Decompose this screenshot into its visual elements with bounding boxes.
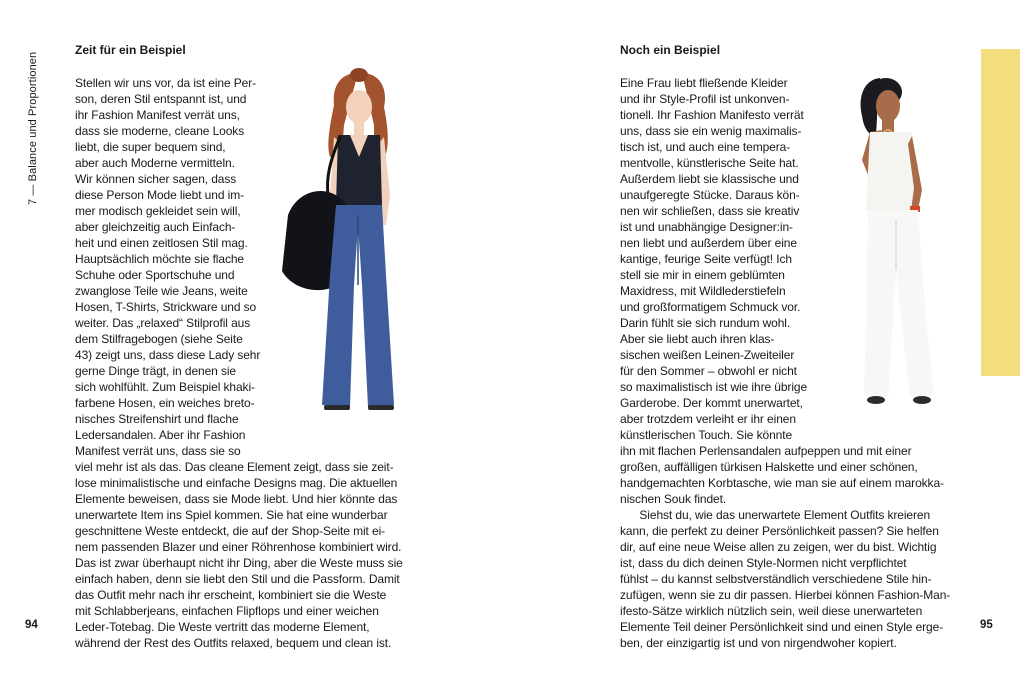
text-line: Aber sie liebt auch ihren klas- [620,332,775,346]
illustration-linen-outfit [830,70,960,420]
text-line: ist und unabhängige Designer:in- [620,220,793,234]
text-line: gerne Dinge trägt, in denen sie [75,364,237,378]
text-line: uns, dass sie ein wenig maximalis- [620,124,802,138]
text-line: dem Stilfragebogen (siehe Seite [75,332,243,346]
text-line: diese Person Mode liebt und im- [75,188,244,202]
text-line: nen liebt und außerdem über eine [620,236,797,250]
text-line: Garderobe. Der kommt unerwartet, [620,396,803,410]
text-line: Maxidress, mit Wildlederstiefeln [620,284,786,298]
text-line: und ihr Style-Profil ist unkonven- [620,92,790,106]
text-line: ist, dass du dich deinen Style-Normen nicht verpflichtet [620,556,907,570]
text-line: fühlst – du kannst selbstverständlich verschiedene Stile hin- [620,572,932,586]
text-line: künstlerischen Touch. Sie könnte [620,428,793,442]
text-line: viel mehr ist als das. Das cleane Element zeigt, dass sie zeit- [75,460,394,474]
text-line: Hauptsächlich möchte sie flache [75,252,244,266]
text-line: zufügen, wenn sie zu dir passen. Hierbei können Fashion-Man- [620,588,951,602]
text-line: ifesto-Sätze wirklich nützlich sein, weil diese unerwarteten [620,604,923,618]
text-line: einfach haben, denn sie liebt den Stil und die Passform. Damit [75,572,400,586]
text-line: das Outfit mehr nach ihr erscheint, kombiniert sie die Weste [75,588,387,602]
text-line: Schuhe oder Sportschuhe und [75,268,235,282]
text-line: Elemente Teil deiner Persönlichkeit sind und einen Style erge- [620,620,944,634]
page-number: 94 [25,619,38,631]
text-line: dass sie moderne, cleane Looks [75,124,245,138]
text-line: liebt, die super bequem sind, [75,140,226,154]
text-line: 43) zeigt uns, dass diese Lady sehr [75,348,261,362]
section-heading: Noch ein Beispiel [620,43,721,57]
text-line: Das ist zwar überhaupt nicht ihr Ding, aber die Weste muss sie [75,556,403,570]
text-line: son, deren Stil entspannt ist, und [75,92,247,106]
text-line: Darin fühlt sie sich rundum wohl. [620,316,791,330]
text-line: lose minimalistische und einfache Designs mag. Die aktuellen [75,476,398,490]
text-line: aber trotzdem verleiht er ihr einen [620,412,796,426]
illustration-relaxed-outfit [270,65,440,420]
text-line: Wir können sicher sagen, dass [75,172,237,186]
text-line: Eine Frau liebt fließende Kleider [620,76,788,90]
text-line: ihn mit flachen Perlensandalen aufpeppen und mit einer [620,444,912,458]
text-line: Elemente beweisen, dass sie Mode liebt. Und hier könnte das [75,492,398,506]
running-head: 7 — Balance und Proportionen [27,51,39,205]
text-line: Leder-Totebag. Die Weste vertritt das moderne Element, [75,620,370,634]
text-line: stell sie mir in einem geblümten [620,268,785,282]
text-line: tisch ist, und auch eine tempera- [620,140,791,154]
text-line: kantige, feurige Seite verfügt! Ich [620,252,792,266]
text-line: sich wohlfühlt. Zum Beispiel khaki- [75,380,255,394]
text-line: nem passenden Blazer und einer Röhrenhose kombiniert wird. [75,540,402,554]
text-line: ben, der einzigartig ist und von nirgendwoher kopiert. [620,636,897,650]
text-line: dir, auf eine neue Weise allen zu zeigen, wer du bist. Wichtig [620,540,937,554]
text-line: mer modisch gekleidet sein will, [75,204,241,218]
text-line: mentvolle, künstlerische Seite hat. [620,156,799,170]
text-line: Hosen, T-Shirts, Strickware und so [75,300,257,314]
text-line: unaufgeregte Stücke. Daraus kön- [620,188,800,202]
text-line: ihr Fashion Manifest verrät uns, [75,108,240,122]
text-line: für den Sommer – obwohl er nicht [620,364,797,378]
text-line: großen, auffälligen türkisen Halskette und einer schönen, [620,460,918,474]
text-line: farbene Hosen, ein weiches breto- [75,396,255,410]
text-line: Ledersandalen. Aber ihr Fashion [75,428,246,442]
text-line: nischen Souk findet. [620,492,727,506]
text-line: mit Schlabberjeans, einfachen Flipflops und einer weichen [75,604,379,618]
woman-with-tote-illustration [270,65,440,420]
text-line: tionell. Ihr Fashion Manifesto verrät [620,108,804,122]
text-line: kann, die perfekt zu deiner Persönlichkeit passen? Sie helfen [620,524,939,538]
section-heading: Zeit für ein Beispiel [75,43,186,57]
accent-color-block [981,49,1020,376]
text-line: Siehst du, wie das unerwartete Element Outfits kreieren [620,508,931,522]
text-line: Stellen wir uns vor, da ist eine Per- [75,76,257,90]
text-line: heit und einen zeitlosen Stil mag. [75,236,248,250]
text-line: aber auch Moderne vermitteln. [75,156,235,170]
text-line: Manifest verrät uns, dass sie so [75,444,241,458]
text-line: während der Rest des Outfits relaxed, bequem und clean ist. [75,636,392,650]
text-line: aber gleichzeitig auch Einfach- [75,220,236,234]
text-line: so maximalistisch ist wie ihre übrige [620,380,808,394]
text-line: nen wir schließen, dass sie kreativ [620,204,800,218]
text-line: nisches Streifenshirt und flache [75,412,239,426]
text-line: Außerdem liebt sie klassische und [620,172,799,186]
text-line: unerwartete Item ins Spiel kommen. Sie hat eine wunderbar [75,508,388,522]
text-line: sischen weißen Leinen-Zweiteiler [620,348,795,362]
text-line: geschnittene Weste entdeckt, die auf der Shop-Seite mit ei- [75,524,386,538]
text-line: zwanglose Teile wie Jeans, weite [75,284,248,298]
right-page [510,0,1020,698]
text-line: und großformatigem Schmuck vor. [620,300,801,314]
page-number: 95 [980,619,993,631]
text-line: handgemachten Korbtasche, wie man sie auf einem marokka- [620,476,944,490]
text-line: weiter. Das „relaxed“ Stilprofil aus [75,316,251,330]
woman-in-white-illustration [830,70,960,420]
